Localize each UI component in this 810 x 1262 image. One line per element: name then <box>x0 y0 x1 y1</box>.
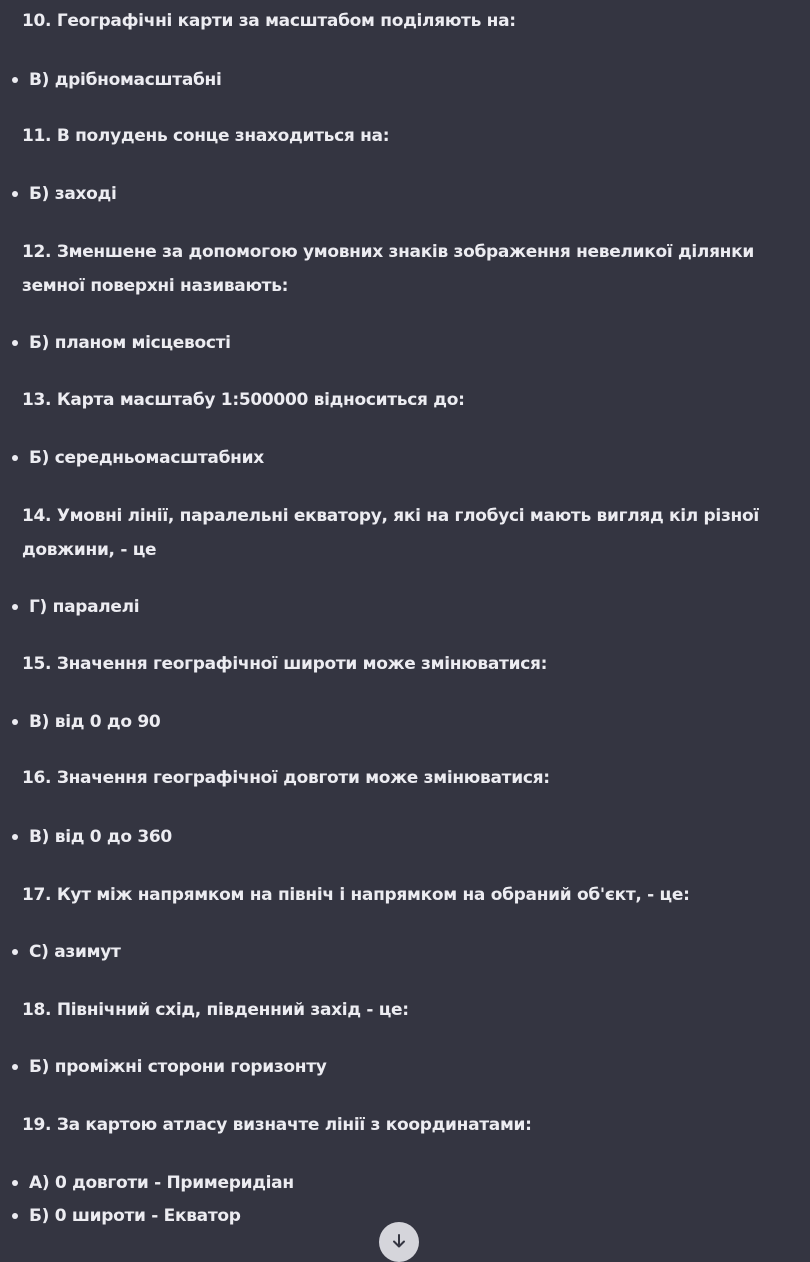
answer-item <box>29 1204 241 1228</box>
bullet-icon <box>12 719 18 725</box>
question-text: 17. Кут між напрямком на північ і напрямком на обраний об'єкт, - це: <box>22 885 690 905</box>
answer-item <box>29 1055 327 1079</box>
question-text: 15. Значення географічної широти може змінюватися: <box>22 654 548 674</box>
answer-text: В) від 0 до 90 <box>29 712 161 732</box>
answer-text: Б) проміжні сторони горизонту <box>29 1057 327 1077</box>
answer-item <box>29 182 117 206</box>
answer-item <box>29 595 139 619</box>
bullet-icon <box>12 455 18 461</box>
question-text: 10. Географічні карти за масштабом поділяють на: <box>22 11 516 31</box>
answer-text: В) від 0 до 360 <box>29 827 172 847</box>
scroll-to-bottom-button[interactable] <box>379 1222 419 1262</box>
answer-item <box>29 1171 294 1195</box>
answer-text: А) 0 довготи - Примеридіан <box>29 1173 294 1193</box>
bullet-icon <box>12 1213 18 1219</box>
bullet-icon <box>12 1180 18 1186</box>
bullet-icon <box>12 191 18 197</box>
bullet-icon <box>12 834 18 840</box>
answer-item <box>29 940 121 964</box>
answer-item <box>29 710 160 734</box>
answer-text: С) азимут <box>29 942 121 962</box>
question-text: 18. Північний схід, південний захід - це: <box>22 1000 409 1020</box>
answer-item <box>29 68 222 92</box>
answer-text: Б) 0 широти - Екватор <box>29 1206 241 1226</box>
question-text: 12. Зменшене за допомогою умовних знаків зображення невеликої ділянки земної поверхні називають: <box>22 242 754 296</box>
bullet-icon <box>12 949 18 955</box>
question-text: 13. Карта масштабу 1:500000 відноситься до: <box>22 390 465 410</box>
bullet-icon <box>12 77 18 83</box>
answer-text: В) дрібномасштабні <box>29 70 222 90</box>
question-text: 14. Умовні лінії, паралельні екватору, які на глобусі мають вигляд кіл різної довжини, - це <box>22 506 759 560</box>
answer-text: Г) паралелі <box>29 597 140 617</box>
answer-item <box>29 825 172 849</box>
answer-item <box>29 331 231 355</box>
question-text: 11. В полудень сонце знаходиться на: <box>22 126 390 146</box>
answer-text: Б) середньомасштабних <box>29 448 264 468</box>
arrow-down-icon <box>391 1233 407 1249</box>
question-text: 16. Значення географічної довготи може змінюватися: <box>22 768 550 788</box>
bullet-icon <box>12 340 18 346</box>
bullet-icon <box>12 1064 18 1070</box>
answer-item <box>29 446 264 470</box>
question-text: 19. За картою атласу визначте лінії з координатами: <box>22 1115 532 1135</box>
bullet-icon <box>12 604 18 610</box>
answer-text: Б) планом місцевості <box>29 333 231 353</box>
answer-text: Б) заході <box>29 184 117 204</box>
